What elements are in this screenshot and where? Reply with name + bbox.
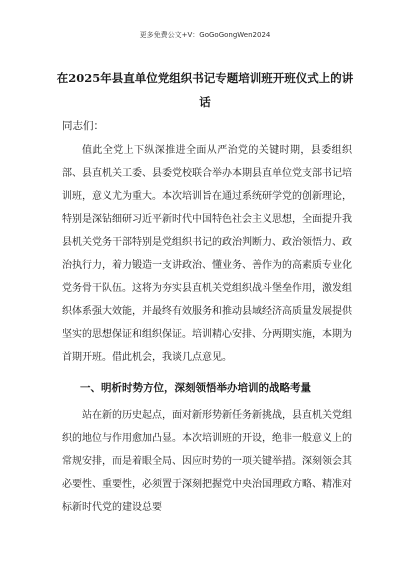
salutation: 同志们： xyxy=(62,120,104,132)
body-paragraph: 值此全党上下纵深推进全面从严治党的关键时期，县委组织部、县直机关工委、县委党校联合举办本期县直单位党支部书记培训班，意义尤为重大。本次培训旨在通过系统研学党的创新理论，特别是深钻细研习近平新时代中国特色社会主义思想，全面提升我县机关党务干部特别是党组织书记的政治判断力、政治领悟力、政治执行力，着力锻造一支讲政治、懂业务、善作为的高素质专业化党务骨干队伍。这将为夯实县直机关党组织战斗堡垒作用，激发组织体系强大效能，并最终有效服务和推动县域经济高质量发展提供坚实的思想保证和组织保证。培训精心安排、分两期实施，本期为首期开班。借此机会，我谈几点意见。 xyxy=(62,145,352,363)
body-paragraph: 站在新的历史起点，面对新形势新任务新挑战，县直机关党组织的地位与作用愈加凸显。本次培训班的开设，绝非一般意义上的常规安排，而是着眼全局、因应时势的一项关键举措。深刻领会其必要性、重要性，必须置于深刻把握党中央治国理政方略、精准对标新时代党的建设总要 xyxy=(62,410,352,513)
watermark-text: 更多免费公文+V：GoGoGongWen2024 xyxy=(139,31,271,39)
document-title: 在2025年县直单位党组织书记专题培训班开班仪式上的讲话 xyxy=(56,71,354,109)
section-heading: 一、明析时势方位，深刻领悟举办培训的战略考量 xyxy=(80,382,311,394)
